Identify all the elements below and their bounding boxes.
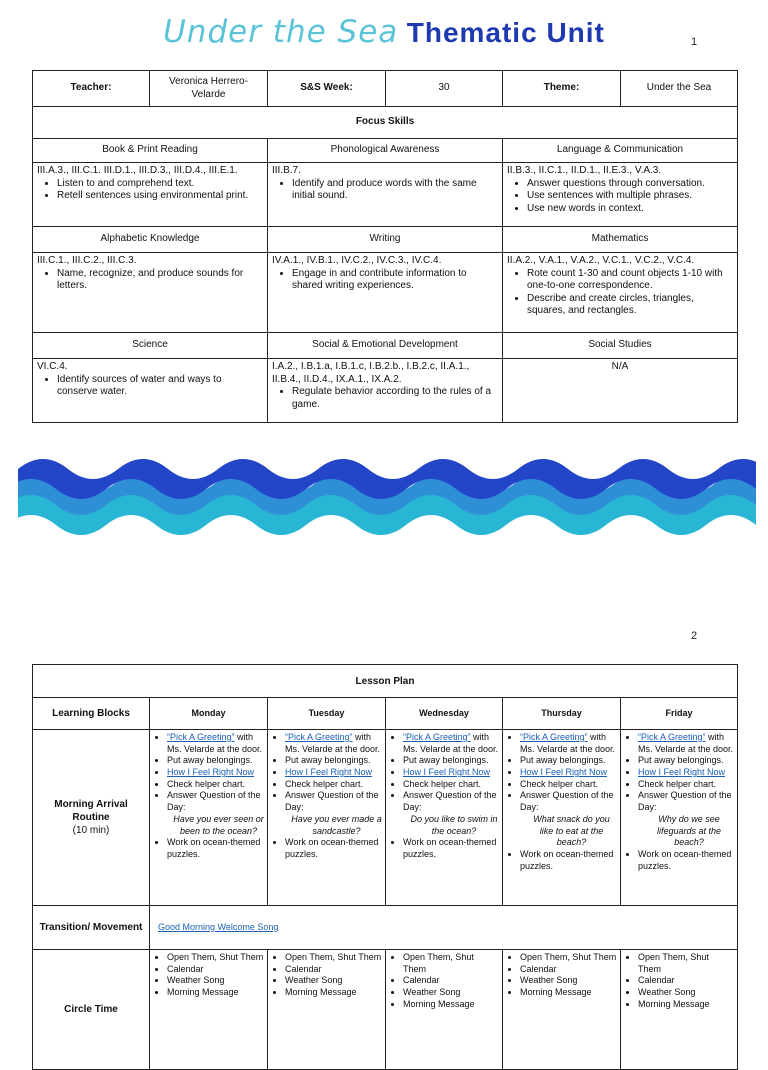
list-item: • Work on ocean-themed puzzles. xyxy=(285,837,382,860)
question-of-day: Have you ever seen or been to the ocean? xyxy=(173,813,264,836)
skill-name: Language & Communication xyxy=(503,139,738,163)
morning-duration: (10 min) xyxy=(72,825,110,836)
morning-cell xyxy=(150,730,268,906)
focus-skills-table xyxy=(32,70,738,423)
list-item: • Work on ocean-themed puzzles. xyxy=(403,837,499,860)
list-item: • Listen to and comprehend text. xyxy=(57,178,263,191)
circle-cell xyxy=(386,950,503,1070)
day-header: Tuesday xyxy=(268,698,386,730)
list-item: • Open Them, Shut Them xyxy=(167,952,264,964)
list-item: • Morning Message xyxy=(167,987,264,999)
list-item: • Regulate behavior according to the rules of a game. xyxy=(292,386,498,411)
skill-name: Phonological Awareness xyxy=(268,139,503,163)
list-item: • Rote count 1-30 and count objects 1-10 with one-to-one correspondence. xyxy=(527,268,733,293)
morning-label: Morning Arrival Routine xyxy=(54,799,128,823)
circle-time-row xyxy=(33,950,738,1070)
title-script: Under the Sea xyxy=(163,14,399,50)
list-item: • Weather Song xyxy=(520,975,617,987)
list-item: • Identify and produce words with the same initial sound. xyxy=(292,178,498,203)
pick-a-greeting-link[interactable]: “Pick A Greeting” xyxy=(520,732,588,742)
pick-a-greeting-link[interactable]: “Pick A Greeting” xyxy=(638,732,706,742)
skill-name: Alphabetic Knowledge xyxy=(33,227,268,253)
list-item: • Morning Message xyxy=(638,999,734,1011)
list-item: • Identify sources of water and ways to conserve water. xyxy=(57,374,263,399)
lesson-plan-table xyxy=(32,664,738,1070)
list-item: • Weather Song xyxy=(403,987,499,999)
list-item: • Put away belongings. xyxy=(520,755,617,767)
day-header: Thursday xyxy=(503,698,621,730)
greeting-text: with Ms. Velarde at the door. xyxy=(520,732,616,754)
how-i-feel-link[interactable]: How I Feel Right Now xyxy=(520,767,608,778)
skill-codes: III.B.7. xyxy=(272,165,301,176)
skill-codes: II.A.2., V.A.1., V.A.2., V.C.1., V.C.2., V.C.4. xyxy=(507,255,695,266)
list-item: • Put away belongings. xyxy=(638,755,734,767)
list-item: • Calendar xyxy=(167,964,264,976)
page-number-1: 1 xyxy=(691,36,698,48)
how-i-feel-link[interactable]: How I Feel Right Now xyxy=(638,767,726,778)
circle-cell xyxy=(268,950,386,1070)
greeting-text: with Ms. Velarde at the door. xyxy=(167,732,263,754)
list-item: • Weather Song xyxy=(638,987,734,999)
day-header: Friday xyxy=(621,698,738,730)
skill-detail xyxy=(268,359,503,423)
transition-cell xyxy=(150,906,738,950)
title-bold: Thematic Unit xyxy=(406,17,605,48)
theme-label: Theme: xyxy=(503,71,621,107)
list-item: • Use sentences with multiple phrases. xyxy=(527,190,733,203)
morning-cell xyxy=(386,730,503,906)
waves-decoration xyxy=(18,455,756,535)
skill-codes: N/A xyxy=(611,361,629,372)
list-item: • Weather Song xyxy=(167,975,264,987)
pick-a-greeting-link[interactable]: “Pick A Greeting” xyxy=(403,732,471,742)
skill-codes: III.A.3., III.C.1. III.D.1., III.D.3., III.D.4., III.E.1. xyxy=(37,165,238,176)
list-item: • Put away belongings. xyxy=(285,755,382,767)
list-item: • Calendar xyxy=(638,975,734,987)
qotd-label: Answer Question of the Day: xyxy=(520,790,614,813)
list-item: • Check helper chart. xyxy=(285,779,382,791)
list-item: • Check helper chart. xyxy=(638,779,734,791)
list-item: • Use new words in context. xyxy=(527,203,733,216)
skill-codes: I.A.2., I.B.1.a, I.B.1.c, I.B.2.b., I.B.2.c, II.A.1., II.B.4., II.D.4., IX.A.1., IX.A.2. xyxy=(272,361,470,385)
skill-detail xyxy=(33,253,268,333)
question-of-day: Why do we see lifeguards at the beach? xyxy=(656,813,722,848)
list-item: • Morning Message xyxy=(520,987,617,999)
page-number-2: 2 xyxy=(691,630,698,642)
list-item: • Check helper chart. xyxy=(520,779,617,791)
how-i-feel-link[interactable]: How I Feel Right Now xyxy=(167,767,255,778)
list-item: • Answer questions through conversation. xyxy=(527,178,733,191)
skill-detail xyxy=(503,163,738,227)
skill-detail xyxy=(268,253,503,333)
morning-row xyxy=(33,730,738,906)
week-value: 30 xyxy=(386,71,503,107)
skill-detail xyxy=(503,359,738,423)
day-header-row xyxy=(33,698,738,730)
greeting-text: with Ms. Velarde at the door. xyxy=(403,732,499,754)
page-title xyxy=(0,14,768,64)
pick-a-greeting-link[interactable]: “Pick A Greeting” xyxy=(167,732,235,742)
skill-name: Social & Emotional Development xyxy=(268,333,503,359)
qotd-label: Answer Question of the Day: xyxy=(638,790,732,813)
list-item: • Weather Song xyxy=(285,975,382,987)
day-header: Monday xyxy=(150,698,268,730)
skill-detail xyxy=(268,163,503,227)
morning-cell xyxy=(621,730,738,906)
skill-detail xyxy=(503,253,738,333)
info-row xyxy=(33,71,738,107)
qotd-label: Answer Question of the Day: xyxy=(167,790,261,813)
skill-codes: III.C.1., III.C.2., III.C.3. xyxy=(37,255,137,266)
list-item: • Open Them, Shut Them xyxy=(403,952,499,975)
list-item: • Open Them, Shut Them xyxy=(638,952,734,975)
qotd-label: Answer Question of the Day: xyxy=(403,790,497,813)
skill-detail xyxy=(33,163,268,227)
skill-name: Book & Print Reading xyxy=(33,139,268,163)
focus-skills-heading: Focus Skills xyxy=(33,107,738,139)
list-item: • Check helper chart. xyxy=(403,779,499,791)
skill-codes: II.B.3., II.C.1., II.D.1., II.E.3., V.A.3. xyxy=(507,165,662,176)
circle-cell xyxy=(503,950,621,1070)
list-item: • Work on ocean-themed puzzles. xyxy=(638,849,734,872)
list-item: • Work on ocean-themed puzzles. xyxy=(520,849,617,872)
theme-value: Under the Sea xyxy=(621,71,738,107)
greeting-text: with Ms. Velarde at the door. xyxy=(638,732,734,754)
question-of-day: Have you ever made a sandcastle? xyxy=(291,813,382,836)
skill-detail xyxy=(33,359,268,423)
lesson-plan-title: Lesson Plan xyxy=(33,665,738,698)
list-item: • Morning Message xyxy=(403,999,499,1011)
day-header: Wednesday xyxy=(386,698,503,730)
morning-label-cell xyxy=(33,730,150,906)
qotd-label: Answer Question of the Day: xyxy=(285,790,379,813)
skill-codes: VI.C.4. xyxy=(37,361,68,372)
morning-cell xyxy=(503,730,621,906)
list-item: • Engage in and contribute information to shared writing experiences. xyxy=(292,268,498,293)
skill-name: Social Studies xyxy=(503,333,738,359)
circle-cell xyxy=(150,950,268,1070)
welcome-song-link[interactable]: Good Morning Welcome Song xyxy=(158,921,279,932)
teacher-label: Teacher: xyxy=(33,71,150,107)
list-item: • Calendar xyxy=(403,975,499,987)
week-label: S&S Week: xyxy=(268,71,386,107)
skill-name: Science xyxy=(33,333,268,359)
morning-cell xyxy=(268,730,386,906)
list-item: • Put away belongings. xyxy=(167,755,264,767)
list-item: • Check helper chart. xyxy=(167,779,264,791)
list-item: • Retell sentences using environmental print. xyxy=(57,190,263,203)
transition-label: Transition/ Movement xyxy=(33,906,150,950)
list-item: • Describe and create circles, triangles, squares, and rectangles. xyxy=(527,293,733,318)
skill-codes: IV.A.1., IV.B.1., IV.C.2., IV.C.3., IV.C.4. xyxy=(272,255,442,266)
list-item: • Put away belongings. xyxy=(403,755,499,767)
pick-a-greeting-link[interactable]: “Pick A Greeting” xyxy=(285,732,353,742)
list-item: • Morning Message xyxy=(285,987,382,999)
question-of-day: What snack do you like to eat at the beach? xyxy=(533,813,610,848)
teacher-value: Veronica Herrero-Velarde xyxy=(150,71,268,107)
skill-name: Writing xyxy=(268,227,503,253)
circle-time-label: Circle Time xyxy=(33,950,150,1070)
greeting-text: with Ms. Velarde at the door. xyxy=(285,732,381,754)
list-item: • Name, recognize, and produce sounds for letters. xyxy=(57,268,263,293)
list-item: • Work on ocean-themed puzzles. xyxy=(167,837,264,860)
circle-cell xyxy=(621,950,738,1070)
skill-name: Mathematics xyxy=(503,227,738,253)
list-item: • Calendar xyxy=(285,964,382,976)
how-i-feel-link[interactable]: How I Feel Right Now xyxy=(285,767,373,778)
list-item: • Open Them, Shut Them xyxy=(520,952,617,964)
question-of-day: Do you like to swim in the ocean? xyxy=(410,813,498,836)
how-i-feel-link[interactable]: How I Feel Right Now xyxy=(403,767,491,778)
list-item: • Calendar xyxy=(520,964,617,976)
list-item: • Open Them, Shut Them xyxy=(285,952,382,964)
learning-blocks-label: Learning Blocks xyxy=(33,698,150,730)
